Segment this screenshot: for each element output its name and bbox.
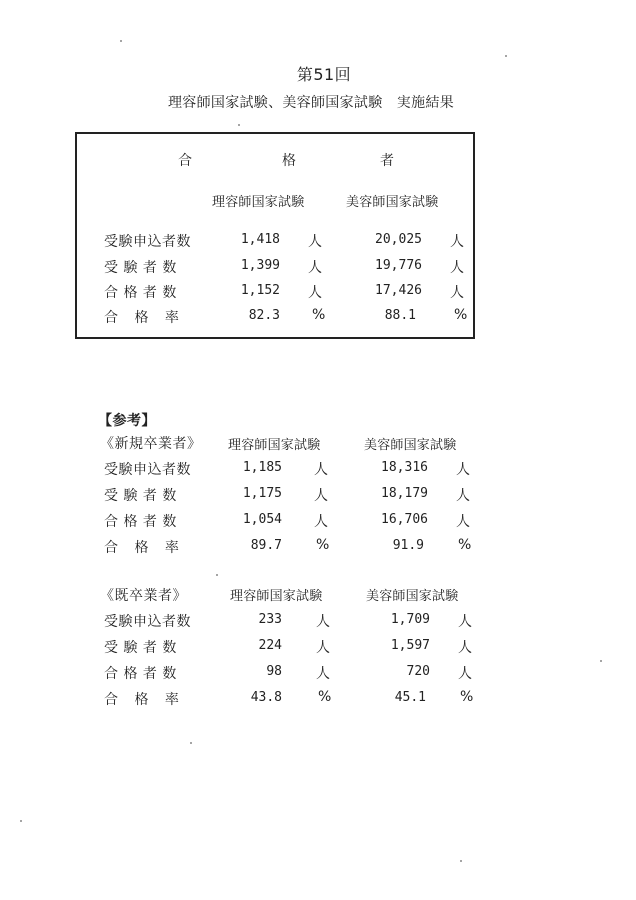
past-grads-unit: % — [318, 689, 332, 705]
scan-speck — [460, 860, 462, 862]
new-grads-value-barber: 89.7 — [250, 538, 282, 553]
past-grads-value-beauty: 720 — [406, 664, 430, 679]
new-grads-value-beauty: 18,316 — [381, 460, 428, 475]
scan-speck — [505, 55, 507, 57]
main-row-value-beauty: 20,025 — [375, 232, 422, 247]
new-grads-row-label: 受験申込者数 — [104, 462, 191, 478]
new-grads-col2-header: 美容師国家試験 — [364, 438, 457, 453]
header-char-3: 者 — [380, 153, 395, 169]
main-col1-header: 理容師国家試験 — [212, 195, 305, 210]
past-grads-unit: 人 — [316, 666, 330, 682]
past-grads-value-beauty: 1,597 — [390, 638, 430, 653]
new-grads-value-beauty: 16,706 — [381, 512, 428, 527]
past-grads-value-barber: 233 — [258, 612, 282, 627]
new-grads-unit: % — [458, 537, 472, 553]
reference-heading: 【参考】 — [98, 413, 156, 429]
past-grads-col1-header: 理容師国家試験 — [230, 589, 323, 604]
main-row-value-barber: 82.3 — [248, 308, 280, 323]
main-row-value-beauty: 19,776 — [375, 258, 422, 273]
header-char-2: 格 — [282, 153, 297, 169]
main-row-value-beauty: 17,426 — [375, 283, 422, 298]
new-grads-row-label: 合 格 者 数 — [104, 514, 177, 530]
main-row-unit: % — [312, 307, 326, 323]
new-grads-value-beauty: 91.9 — [392, 538, 424, 553]
past-grads-unit: % — [460, 689, 474, 705]
new-grads-label: 《新規卒業者》 — [100, 436, 202, 452]
main-row-value-barber: 1,152 — [240, 283, 280, 298]
main-row-unit: 人 — [450, 260, 464, 276]
past-grads-unit: 人 — [458, 614, 472, 630]
main-row-value-barber: 1,418 — [240, 232, 280, 247]
new-grads-unit: 人 — [456, 514, 470, 530]
main-row-unit: 人 — [308, 234, 322, 250]
scan-speck — [600, 660, 602, 662]
main-row-unit: 人 — [450, 285, 464, 301]
past-grads-value-barber: 43.8 — [250, 690, 282, 705]
new-grads-unit: % — [316, 537, 330, 553]
new-grads-value-beauty: 18,179 — [381, 486, 428, 501]
past-grads-unit: 人 — [316, 640, 330, 656]
past-grads-unit: 人 — [458, 640, 472, 656]
new-grads-unit: 人 — [456, 488, 470, 504]
main-row-label: 受 験 者 数 — [104, 260, 177, 276]
new-grads-value-barber: 1,185 — [242, 460, 282, 475]
past-grads-unit: 人 — [316, 614, 330, 630]
new-grads-value-barber: 1,175 — [242, 486, 282, 501]
scan-speck — [20, 820, 22, 822]
scan-speck — [190, 742, 192, 744]
exam-round-title: 第51回 — [296, 65, 352, 84]
header-char-1: 合 — [178, 153, 193, 169]
main-row-value-beauty: 88.1 — [384, 308, 416, 323]
scan-speck — [216, 574, 218, 576]
main-row-label: 合 格 率 — [104, 310, 185, 326]
past-grads-row-label: 合 格 率 — [104, 692, 185, 708]
past-grads-value-barber: 224 — [258, 638, 282, 653]
new-grads-unit: 人 — [456, 462, 470, 478]
main-row-value-barber: 1,399 — [240, 258, 280, 273]
past-grads-unit: 人 — [458, 666, 472, 682]
main-col2-header: 美容師国家試験 — [346, 195, 439, 210]
past-grads-value-barber: 98 — [266, 664, 282, 679]
new-grads-value-barber: 1,054 — [242, 512, 282, 527]
main-row-unit: % — [454, 307, 468, 323]
new-grads-row-label: 合 格 率 — [104, 540, 185, 556]
main-row-unit: 人 — [308, 285, 322, 301]
new-grads-unit: 人 — [314, 488, 328, 504]
past-grads-row-label: 受験申込者数 — [104, 614, 191, 630]
new-grads-row-label: 受 験 者 数 — [104, 488, 177, 504]
new-grads-col1-header: 理容師国家試験 — [228, 438, 321, 453]
scan-speck — [120, 40, 122, 42]
past-grads-row-label: 合 格 者 数 — [104, 666, 177, 682]
past-grads-value-beauty: 45.1 — [394, 690, 426, 705]
main-row-unit: 人 — [450, 234, 464, 250]
scan-speck — [238, 124, 240, 126]
past-grads-col2-header: 美容師国家試験 — [366, 589, 459, 604]
past-grads-row-label: 受 験 者 数 — [104, 640, 177, 656]
new-grads-unit: 人 — [314, 462, 328, 478]
main-row-label: 受験申込者数 — [104, 234, 191, 250]
main-row-unit: 人 — [308, 260, 322, 276]
past-grads-label: 《既卒業者》 — [100, 588, 187, 604]
new-grads-unit: 人 — [314, 514, 328, 530]
document-title: 理容師国家試験、美容師国家試験 実施結果 — [168, 95, 454, 111]
main-row-label: 合 格 者 数 — [104, 285, 177, 301]
past-grads-value-beauty: 1,709 — [390, 612, 430, 627]
